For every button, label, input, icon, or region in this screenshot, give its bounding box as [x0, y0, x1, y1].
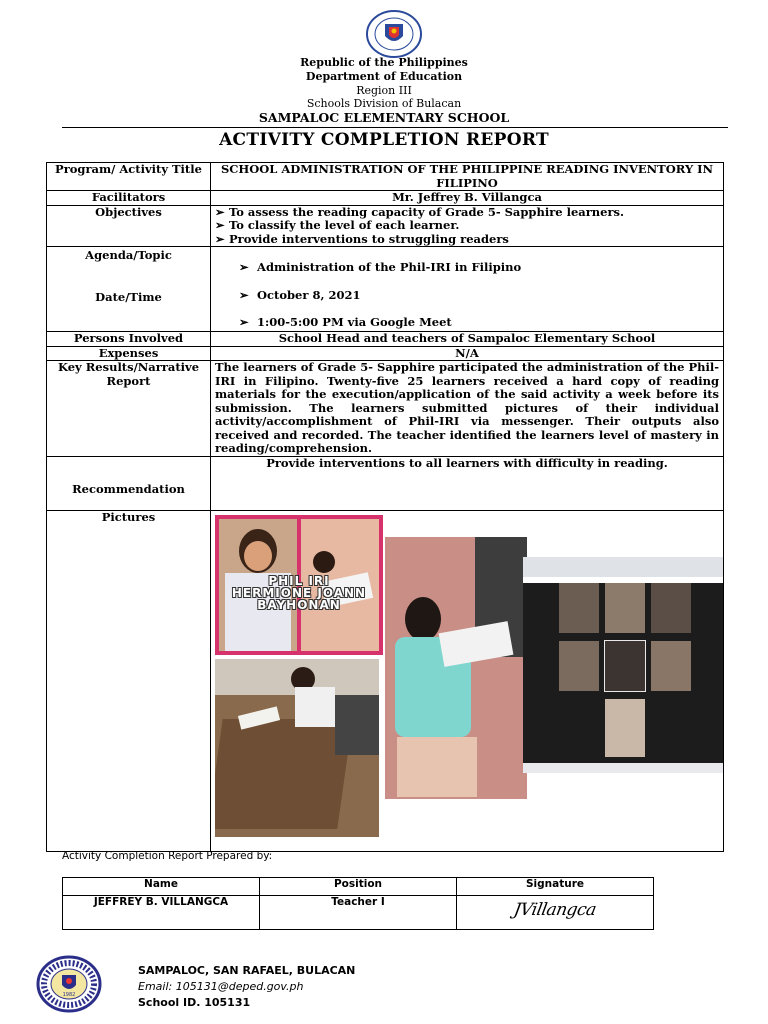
column-header-position: Position — [260, 878, 457, 896]
preparer-name: JEFFREY B. VILLANGCA — [63, 896, 260, 930]
arrow-bullet-icon: ➢ — [239, 287, 249, 302]
objective-item: ➢ Provide interventions to struggling readers — [215, 231, 509, 246]
footer-school-id: School ID. 105131 — [138, 996, 251, 1009]
photo-caption-line: HERMIONE JOANN — [231, 585, 367, 600]
footer-address: SAMPALOC, SAN RAFAEL, BULACAN — [138, 964, 356, 977]
header-school: SAMPALOC ELEMENTARY SCHOOL — [258, 110, 510, 125]
signature-table — [62, 877, 654, 930]
arrow-bullet-icon: ➢ — [239, 260, 249, 274]
column-header-signature: Signature — [457, 878, 654, 896]
agenda-date-labels — [47, 247, 211, 332]
program-label: Program/ Activity Title — [47, 163, 211, 191]
pictures-cell — [211, 510, 724, 851]
recommendation-value: Provide interventions to all learners with difficulty in reading. — [211, 456, 724, 510]
persons-label: Persons Involved — [47, 332, 211, 347]
header-division: Schools Division of Bulacan — [306, 97, 462, 110]
agenda-list — [211, 247, 724, 332]
photo-caption-line: BAYHONAN — [257, 597, 341, 612]
meet-video-grid — [559, 583, 691, 759]
seal-year: 1982 — [62, 992, 76, 998]
arrow-bullet-icon: ➢ — [215, 231, 225, 246]
column-header-name: Name — [63, 878, 260, 896]
learner-photo-framed — [215, 515, 383, 655]
program-value: SCHOOL ADMINISTRATION OF THE PHILIPPINE READING INVENTORY IN FILIPINO — [211, 163, 724, 191]
photo-collage — [211, 511, 723, 851]
expenses-value: N/A — [211, 346, 724, 361]
agenda-item: ➢ 1:00-5:00 PM via Google Meet — [239, 315, 452, 329]
handwritten-signature: JVillangca — [512, 900, 598, 920]
facilitators-label: Facilitators — [47, 191, 211, 206]
header-region: Region III — [356, 84, 412, 97]
objectives-label: Objectives — [47, 205, 211, 247]
footer-email: Email: 105131@deped.gov.ph — [138, 980, 304, 993]
date-label: Date/Time — [95, 289, 162, 304]
preparer-position: Teacher I — [260, 896, 457, 930]
key-results-label: Key Results/Narrative Report — [47, 361, 211, 457]
header-divider — [62, 127, 728, 128]
preparer-signature — [457, 896, 654, 930]
persons-value: School Head and teachers of Sampaloc Elementary School — [211, 332, 724, 347]
agenda-item: ➢ Administration of the Phil-IRI in Filipino — [239, 260, 522, 274]
google-meet-screenshot — [523, 557, 723, 773]
header-department: Department of Education — [305, 70, 463, 83]
report-title: ACTIVITY COMPLETION REPORT — [219, 130, 549, 150]
facilitators-value: Mr. Jeffrey B. Villangca — [211, 191, 724, 206]
objective-item: ➢ To assess the reading capacity of Grade 5- Sapphire learners. — [215, 204, 624, 219]
learner-photo-writing — [385, 537, 527, 799]
header-republic: Republic of the Philippines — [300, 56, 468, 69]
arrow-bullet-icon: ➢ — [215, 218, 225, 232]
expenses-label: Expenses — [47, 346, 211, 361]
pictures-label: Pictures — [47, 510, 211, 851]
agenda-item: ➢ October 8, 2021 — [239, 287, 361, 302]
prepared-by-label: Activity Completion Report Prepared by: — [62, 850, 273, 862]
arrow-bullet-icon: ➢ — [215, 204, 225, 219]
deped-seal-logo — [365, 10, 423, 58]
key-results-value: The learners of Grade 5- Sapphire participated the administration of the Phil-IRI in Filipino. Twenty-five 25 learners received a hard copy of reading materials for the execution/application of the said activity a week before its submission. The learners submitted pictures of their individual activity/accomplishment of Phil-IRI via messenger. Their outputs also received and recorded. The teacher identified the learners level of mastery in reading/comprehension. — [211, 361, 724, 457]
learner-photo-table — [215, 659, 379, 837]
arrow-bullet-icon: ➢ — [239, 315, 249, 329]
objectives-list — [211, 205, 724, 247]
report-table — [46, 162, 724, 852]
objective-item: ➢ To classify the level of each learner. — [215, 218, 460, 232]
photo-caption-line: PHIL IRI — [268, 573, 330, 588]
school-seal-logo — [36, 955, 102, 1013]
recommendation-label: Recommendation — [47, 456, 211, 510]
agenda-label: Agenda/Topic — [85, 248, 172, 262]
